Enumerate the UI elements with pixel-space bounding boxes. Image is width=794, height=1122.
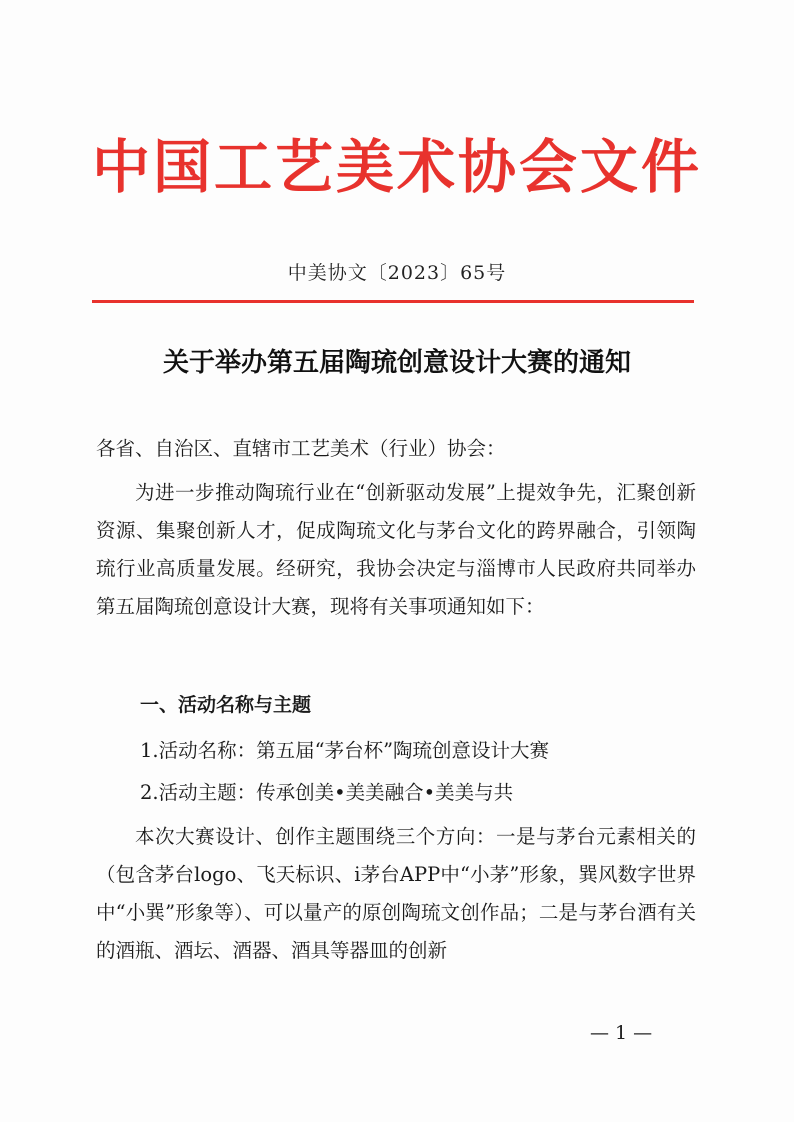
page-number: — 1 — — [590, 1022, 653, 1044]
section-heading-1: 一、活动名称与主题 — [140, 694, 312, 716]
paragraph-intro: 为进一步推动陶琉行业在“创新驱动发展”上提效争先，汇聚创新资源、集聚创新人才，促成陶琉文化与茅台文化的跨界融合，引领陶琉行业高质量发展。经研究，我协会决定与淄博市人民政府共同举办第五届陶琉创意设计大赛，现将有关事项通知如下： — [96, 481, 696, 618]
red-divider-line — [92, 300, 694, 303]
document-title: 关于举办第五届陶琉创意设计大赛的通知 — [162, 348, 631, 378]
paragraph-themes: 本次大赛设计、创作主题围绕三个方向：一是与茅台元素相关的（包含茅台logo、飞天标识、i茅台APP中“小茅”形象，巽风数字世界中“小巽”形象等）、可以量产的原创陶琉文创作品；二是与茅台酒有关的酒瓶、酒坛、酒器、酒具等器皿的创新 — [96, 825, 696, 962]
issuer-header: 中国工艺美术协会文件 — [91, 133, 702, 201]
list-item-activity-theme: 2.活动主题：传承创美•美美融合•美美与共 — [140, 781, 514, 804]
document-number: 中美协文〔2023〕65号 — [287, 262, 507, 284]
salutation: 各省、自治区、直辖市工艺美术（行业）协会： — [96, 437, 506, 460]
list-item-activity-name: 1.活动名称：第五届“茅台杯”陶琉创意设计大赛 — [140, 739, 550, 762]
